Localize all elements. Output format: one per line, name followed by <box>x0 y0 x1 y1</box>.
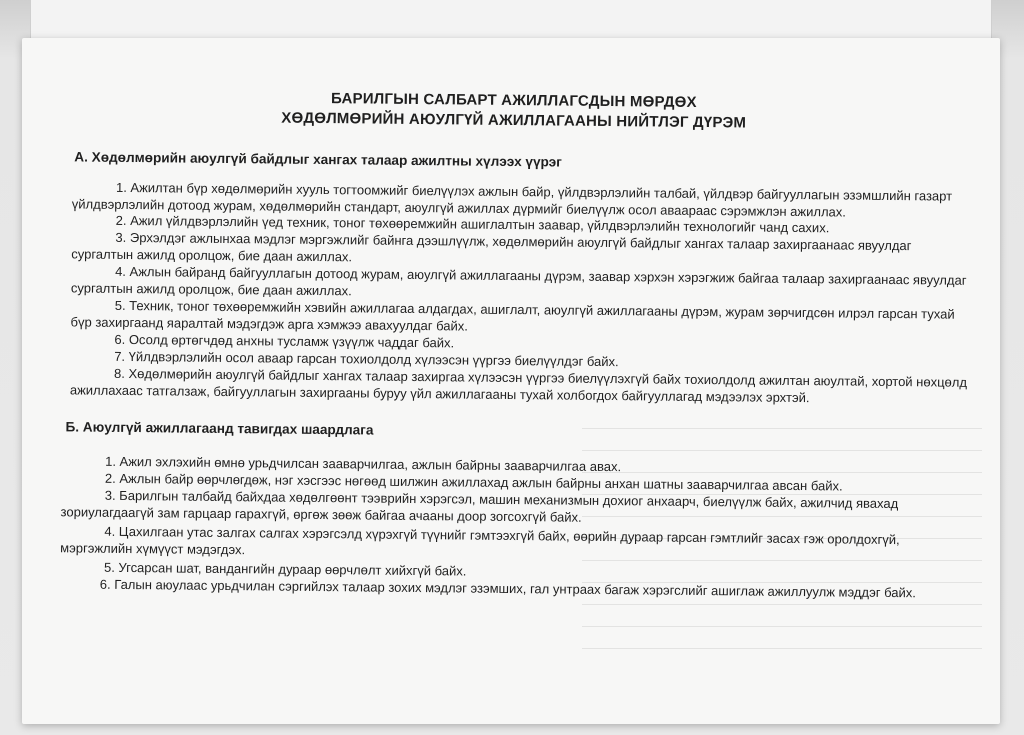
section-a-heading: А. Хөдөлмөрийн аюулгүй байдлыг хангах талаар ажилтны хүлээх үүрэг <box>74 149 562 170</box>
section-b-item-5: 5. Угсарсан шат, вандангийн дураар өөрчлөлт хийхгүй байх. <box>103 559 467 579</box>
document-title-line1: БАРИЛГЫН САЛБАРТ АЖИЛЛАГСДЫН МӨРДӨХ <box>331 90 697 111</box>
section-a-item-3: 3. Эрхэлдэг ажлынхаа мэдлэг мэргэжлийг байнга дээшлүүлж, хөдөлмөрийн аюулгүй байдлыг хангах талаар захиргаанаас явуулдаг сургалтын ажилд оролцож, бие даан ажиллах. <box>71 229 912 264</box>
section-b-item-2: 2. Ажлын байр өөрчлөгдөж, нэг хэсгээс нөгөөд шилжин ажиллахад ажлын байрны анхан шатны зааварчилгаа авсан байх. <box>104 470 843 494</box>
section-a-item-1: 1. Ажилтан бүр хөдөлмөрийн хууль тогтоомжийг биелүүлэх ажлын байр, үйлдвэрлэлийн талбай, үйлдвэр байгууллагын эзэмшлийн газарт үйлдвэрлэлийн дотоод журам, хөдөлмөрийн стандарт, аюулгүй ажиллах дүрмийг биелүүлж осол аваараас сэрэмжлэн ажиллах. <box>71 179 953 220</box>
section-b-heading: Б. Аюулгүй ажиллагаанд тавигдах шаардлага <box>65 419 374 438</box>
section-b-item-1: 1. Ажил эхлэхийн өмнө урьдчилсан зааварчилгаа, ажлын байрны зааварчилгаа авах. <box>105 453 622 475</box>
section-a-item-4: 4. Ажлын байранд байгууллагын дотоод журам, аюулгүй ажиллагааны дүрэм, заавар хэрхэн хэрэгжиж байгаа талаар захиргаанаас явуулдаг сургалтын ажилд оролцож, бие даан ажиллах. <box>70 263 967 298</box>
document-title-line2: ХӨДӨЛМӨРИЙН АЮУЛГҮЙ АЖИЛЛАГААНЫ НИЙТЛЭГ ДҮРЭМ <box>281 109 747 132</box>
section-a-item-5: 5. Техник, тоног төхөөремжийн хэвийн ажиллагаа алдагдах, ашиглалт, аюулгүй ажиллагааны дүрэм, журам зөрчигдсөн илрэл гарсан тухай бүр захиргаанд яаралтай мэдэгдэж арга хэмжээ авахуулдаг байх. <box>70 297 955 334</box>
section-a-item-6: 6. Осолд өртөгчдөд анхны тусламж үзүүлж чаддаг байх. <box>114 331 455 351</box>
document-content <box>18 33 1003 729</box>
section-b-item-4: 4. Цахилгаан утас залгах салгах хэрэгсэлд хүрэхгүй түүнийг гэмтээхгүй байх, өөрийн дураар гарсан гэмтлийг засах гэж оролдохгүй, мэргэжлийн хүмүүст мэдэгдэх. <box>60 523 900 557</box>
section-b-item-6: 6. Галын аюулаас урьдчилан сэргийлэх талаар зохих мэдлэг эзэмших, гал унтраах багаж хэрэгслийг ашиглаж ажиллуулж мэддэг байх. <box>99 576 916 601</box>
section-a-item-8: 8. Хөдөлмөрийн аюулгүй байдлыг хангах талаар захиргаа хүлээсэн үүргээ биелүүлэхгүй байх тохиолдолд ажилтан аюултай, хортой нөхцөлд ажиллахаас татгалзаж, байгууллагын захиргааны буруу үйл ажиллагааны тухай холбогдох байгууллагад мэдээлэх эрхтэй. <box>69 365 968 405</box>
document-page <box>22 38 1000 724</box>
section-a-item-2: 2. Ажил үйлдвэрлэлийн үед техник, тоног төхөөремжийн ашиглалтын заавар, үйлдвэрлэлийн технологийг чанд сахих. <box>115 212 830 236</box>
section-b-item-3: 3. Барилгын талбайд байхдаа хөдөлгөөнт тээврийн хэрэгсэл, машин механизмын дохиог анхаарч, биелүүлж байх, ажилчид явахад зориулагдаагүй зам гарцаар гарахгүй, өргөж зөөж байгаа ачааны доор зогсохгүй байх. <box>60 487 899 525</box>
section-a-item-7: 7. Үйлдвэрлэлийн осол аваар гарсан тохиолдолд хүлээсэн үүргээ биелүүлдэг байх. <box>114 348 619 370</box>
